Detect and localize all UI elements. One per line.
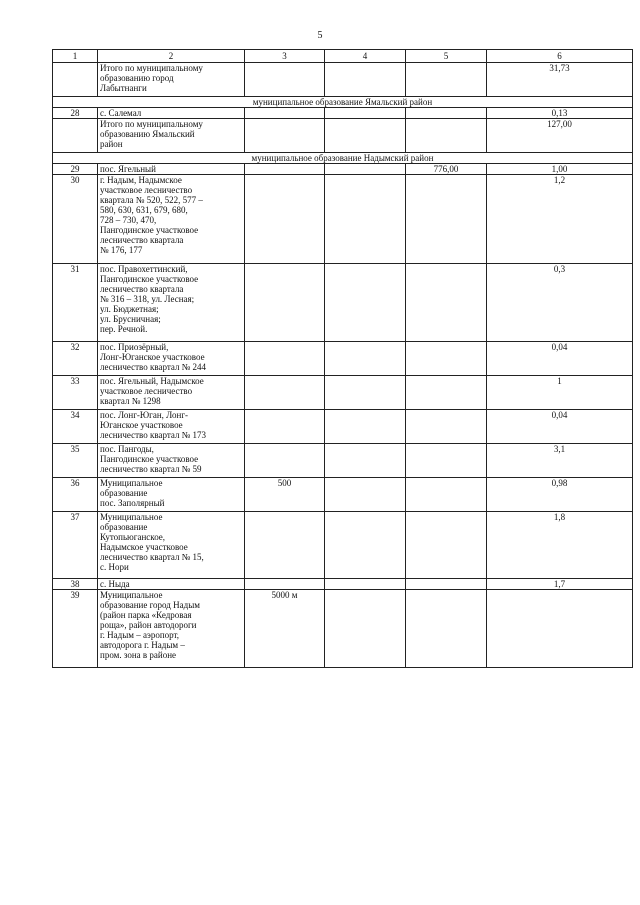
cell-col5 (406, 590, 487, 668)
cell-col5 (406, 342, 487, 376)
cell-value: 1 (487, 376, 633, 410)
table-row (53, 108, 633, 119)
cell-col5 (406, 264, 487, 342)
cell-value: 3,1 (487, 444, 633, 478)
cell-col3 (245, 579, 325, 590)
cell-col4 (325, 342, 406, 376)
cell-col3 (245, 410, 325, 444)
table-row (53, 264, 633, 342)
cell-locality: Итого по муниципальному образованию город Лабытнанги (98, 63, 245, 97)
table-header-row (53, 50, 633, 63)
cell-col5 (406, 478, 487, 512)
cell-value: 31,73 (487, 63, 633, 97)
cell-locality: г. Надым, Надымское участковое лесничество квартала № 520, 522, 577 – 580, 630, 631, 679, 680, 728 – 730, 470, Пангодинское участковое лесничество квартала № 176, 177 (98, 175, 245, 264)
cell-value: 0,3 (487, 264, 633, 342)
col-header-6: 6 (487, 50, 633, 63)
cell-number: 28 (53, 108, 98, 119)
cell-value: 0,04 (487, 410, 633, 444)
table-row (53, 119, 633, 153)
cell-col3 (245, 164, 325, 175)
cell-number (53, 119, 98, 153)
cell-col4 (325, 63, 406, 97)
col-header-4: 4 (325, 50, 406, 63)
cell-locality: пос. Правохеттинский, Пангодинское участковое лесничество квартала № 316 – 318, ул. Лесная; ул. Бюджетная; ул. Брусничная; пер. Речной. (98, 264, 245, 342)
cell-col4 (325, 264, 406, 342)
cell-value (487, 590, 633, 668)
cell-value: 1,7 (487, 579, 633, 590)
cell-number: 30 (53, 175, 98, 264)
cell-col4 (325, 579, 406, 590)
table-row (53, 410, 633, 444)
cell-col5 (406, 410, 487, 444)
section-row (53, 153, 633, 164)
cell-value: 0,98 (487, 478, 633, 512)
cell-locality: Муниципальное образование город Надым (район парка «Кедровая роща», район автодороги г. Надым – аэропорт, автодорога г. Надым – пром. зона в районе (98, 590, 245, 668)
cell-col5: 776,00 (406, 164, 487, 175)
table-row (53, 164, 633, 175)
section-title: муниципальное образование Надымский район (53, 153, 633, 164)
cell-col5 (406, 119, 487, 153)
cell-value: 127,00 (487, 119, 633, 153)
cell-col5 (406, 175, 487, 264)
section-row (53, 97, 633, 108)
cell-number (53, 63, 98, 97)
cell-col3: 500 (245, 478, 325, 512)
cell-col5 (406, 579, 487, 590)
cell-col4 (325, 512, 406, 579)
cell-col5 (406, 512, 487, 579)
cell-locality: пос. Ягельный, Надымское участковое лесничество квартал № 1298 (98, 376, 245, 410)
col-header-1: 1 (53, 50, 98, 63)
cell-col3 (245, 63, 325, 97)
cell-number: 36 (53, 478, 98, 512)
cell-number: 31 (53, 264, 98, 342)
table-row (53, 444, 633, 478)
cell-col4 (325, 376, 406, 410)
cell-locality: Муниципальное образование пос. Заполярный (98, 478, 245, 512)
cell-col3 (245, 342, 325, 376)
cell-locality: с. Салемал (98, 108, 245, 119)
cell-col3 (245, 376, 325, 410)
cell-number: 37 (53, 512, 98, 579)
cell-number: 38 (53, 579, 98, 590)
cell-value: 1,2 (487, 175, 633, 264)
section-title: муниципальное образование Ямальский район (53, 97, 633, 108)
cell-col4 (325, 108, 406, 119)
cell-col5 (406, 444, 487, 478)
table-row (53, 376, 633, 410)
cell-col4 (325, 478, 406, 512)
cell-col3 (245, 264, 325, 342)
data-table (52, 49, 633, 668)
cell-col4 (325, 164, 406, 175)
page-number: 5 (317, 30, 323, 41)
cell-col3 (245, 444, 325, 478)
table-row (53, 590, 633, 668)
cell-col5 (406, 108, 487, 119)
cell-col4 (325, 590, 406, 668)
cell-number: 39 (53, 590, 98, 668)
cell-locality: пос. Ягельный (98, 164, 245, 175)
cell-col3 (245, 108, 325, 119)
cell-col3 (245, 512, 325, 579)
cell-col5 (406, 63, 487, 97)
cell-locality: пос. Лонг-Юган, Лонг- Юганское участковое лесничество квартал № 173 (98, 410, 245, 444)
cell-value: 0,13 (487, 108, 633, 119)
table-row (53, 478, 633, 512)
cell-col4 (325, 410, 406, 444)
cell-number: 34 (53, 410, 98, 444)
cell-col4 (325, 175, 406, 264)
col-header-5: 5 (406, 50, 487, 63)
cell-col4 (325, 444, 406, 478)
table-row (53, 579, 633, 590)
cell-number: 33 (53, 376, 98, 410)
cell-value: 0,04 (487, 342, 633, 376)
cell-col3: 5000 м (245, 590, 325, 668)
cell-col3 (245, 175, 325, 264)
cell-col4 (325, 119, 406, 153)
cell-locality: Муниципальное образование Кутопьюганское, Надымское участковое лесничество квартал № 15, с. Нори (98, 512, 245, 579)
col-header-2: 2 (98, 50, 245, 63)
cell-number: 29 (53, 164, 98, 175)
table-row (53, 512, 633, 579)
table-row (53, 342, 633, 376)
cell-col5 (406, 376, 487, 410)
table-row (53, 63, 633, 97)
cell-number: 35 (53, 444, 98, 478)
cell-value: 1,00 (487, 164, 633, 175)
cell-locality: пос. Пангоды, Пангодинское участковое лесничество квартал № 59 (98, 444, 245, 478)
cell-locality: пос. Приозёрный, Лонг-Юганское участковое лесничество квартал № 244 (98, 342, 245, 376)
cell-locality: Итого по муниципальному образованию Ямальский район (98, 119, 245, 153)
cell-value: 1,8 (487, 512, 633, 579)
col-header-3: 3 (245, 50, 325, 63)
cell-number: 32 (53, 342, 98, 376)
cell-col3 (245, 119, 325, 153)
cell-locality: с. Ныда (98, 579, 245, 590)
table-row (53, 175, 633, 264)
